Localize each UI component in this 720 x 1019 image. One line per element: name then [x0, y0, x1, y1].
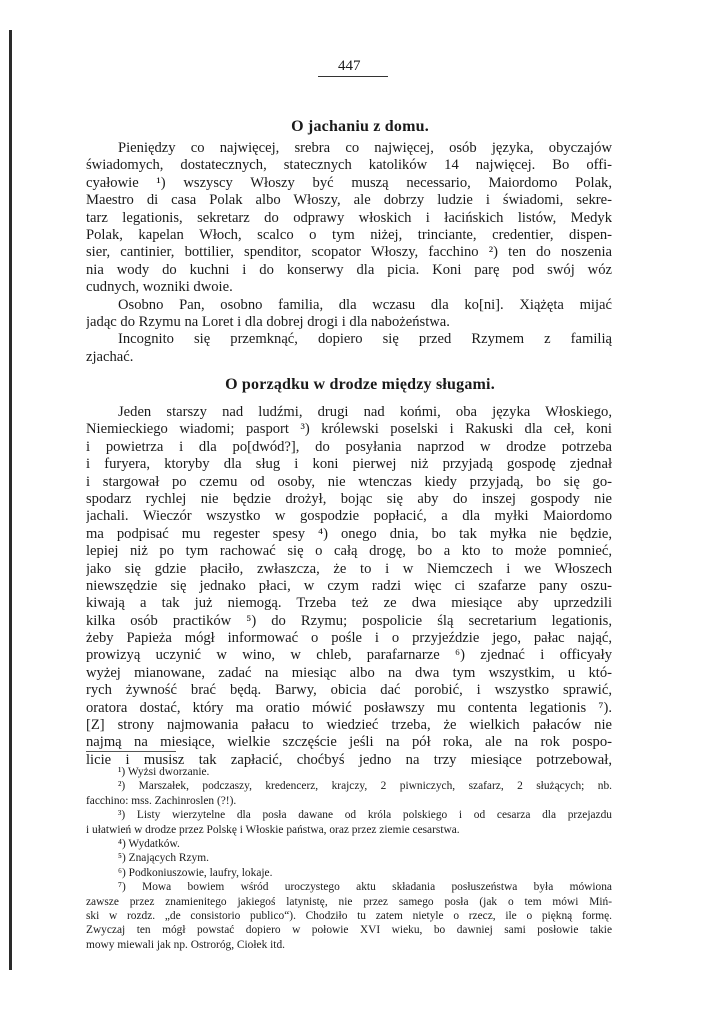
text-line: niewszędzie się jednako płaci, w czym radzi więc ci szafarze pany oszu- [86, 577, 612, 594]
text-line: jadąc do Rzymu na Loret i dla dobrej drogi i dla nabożeństwa. [86, 313, 450, 330]
text-line: jachali. Wieczór wszystko w gospodzie popłacić, a dla myłki Maiordomo [86, 508, 612, 525]
text-line: Incognito się przemknąć, dopiero się przed Rzymem z familią [118, 331, 612, 348]
footnote-line: mowy miewali jak np. Ostroróg, Ciołek itd. [86, 938, 285, 951]
section-body-servants [86, 404, 612, 769]
footnote-line: ⁷) Mowa bowiem wśród uroczystego aktu składania posłuszeństwa była mówiona [118, 881, 612, 894]
footnote-line: ⁶) Podkoniuszowie, laufry, lokaje. [118, 866, 273, 879]
section-heading-servants: O porządku w drodze między sługami. [225, 376, 495, 393]
text-line: Jeden starszy nad ludźmi, drugi nad końmi, oba języka Włoskiego, [118, 404, 612, 420]
footnote-line: ski w rozdz. „de consistorio publico“). Chodziło tu zatem nietyle o rzecz, ile o piękną formę. [86, 909, 612, 922]
text-line: spodarz rychlej nie będzie drożył, bojąc się aby do inszej gospody nie [86, 490, 612, 507]
text-line: Maestro di casa Polak albo Włoszy, ale dobrzy ludzie i świadomi, sekre- [86, 192, 612, 209]
footnote-line: Zwyczaj ten mógł powstać dopiero w połowie XVI wieku, bo dawniej sami posłowie takie [86, 924, 612, 937]
text-line: i powietrza i dla po[dwód?], do posyłania naprzod w drodze potrzeba [86, 438, 612, 455]
footnotes [86, 765, 612, 952]
footnote-line: ³) Listy wierzytelne dla posła dawane od króla polskiego i od cesarza dla przejazdu [118, 809, 612, 822]
text-line: i furyera, ktoryby dla sług i koni pierwej niż przyjadą gospodę zjednał [86, 456, 612, 473]
section-body-departure [86, 140, 612, 366]
text-line: Pieniędzy co najwięcej, srebra co najwięcej, osób języka, obyczajów [118, 140, 612, 156]
footnote-line: ¹) Wyżsi dworzanie. [118, 766, 210, 778]
text-line: [Z] strony najmowania pałacu to wiedzieć trzeba, że wielkich pałaców nie [86, 717, 612, 734]
text-line: Polak, kapelan Włoch, scalco o tym niżej, trinciante, credentier, dispen- [86, 226, 612, 243]
text-line: Osobno Pan, osobno familia, dla wczasu dla ko[ni]. Xiążęta mijać [118, 296, 612, 313]
text-line: cudnych, wozniki dwoie. [86, 279, 233, 296]
page-number: 447 [338, 58, 361, 74]
page-number-rule [318, 76, 388, 77]
text-line: licie i musisz tak zapłacić, choćbyś jedno na trzy miesiące potrzebował, [86, 751, 612, 768]
text-line: rych żywność brać będą. Barwy, obicia dać porobić, i wszystko sprawić, [86, 682, 612, 699]
text-line: lepiej niż po tym rachować się o całą drogę, bo a kto to może pomnieć, [86, 543, 612, 560]
text-line: sier, cantinier, bottilier, spenditor, scopator Włoszy, facchino ²) ten do noszenia [86, 244, 612, 261]
text-line: ma podpisać mu regester spesy ⁴) onego dnia, bo tak myłka nie będzie, [86, 525, 612, 542]
footnote-line: ²) Marszałek, podczaszy, kredencerz, krajczy, 2 piwniczych, szafarz, 2 służących; nb. [118, 780, 612, 793]
text-line: wyżej mianowane, zadać na miesiąc albo na dwa tym wszystkim, u któ- [86, 664, 612, 681]
footnote-separator [86, 751, 176, 752]
scan-edge-shadow [9, 30, 12, 970]
text-line: cyałowie ¹) wszyscy Włoszy być muszą necessario, Maiordomo Polak, [86, 174, 612, 191]
footnote-line: zawsze przez znamienitego jakiegoś latynistę, nie przez samego posła (jak o tem mówi Miń- [86, 895, 612, 908]
text-line: kiwają a tak już niemogą. Trzeba też ze dwa miesiące aby uprzedzili [86, 595, 612, 612]
text-line: tarz legationis, sekretarz do odprawy włoskich i łacińskich listów, Medyk [86, 209, 612, 226]
text-line: jako się gdzie płaciło, zwłaszcza, że to i w Niemczech i we Włoszech [86, 560, 612, 577]
footnote-line: ⁵) Znających Rzym. [118, 852, 209, 865]
text-line: prowizyą uczynić w wino, w chleb, parafarnarze ⁶) zjednać i officyały [86, 647, 612, 664]
footnote-line: i ułatwień w drodze przez Polskę i Włoskie państwa, oraz przez ziemie cesarstwa. [86, 823, 460, 836]
text-line: Niemieckiego wiadomi; pasport ³) królewski poselski i Rakuski dla ceł, koni [86, 421, 612, 438]
footnote-line: facchino: mss. Zachinroslen (?!). [86, 794, 237, 807]
footnote-line: ⁴) Wydatków. [118, 837, 180, 850]
text-line: najmą na miesiące, wielkie szczęście jeśli na pół roka, ale na rok pospo- [86, 734, 612, 751]
text-line: oratora dostać, który ma oratio mówić posławszy mu contenta legationis ⁷). [86, 699, 612, 716]
section-heading-departure: O jachaniu z domu. [291, 118, 429, 135]
text-line: i stargował po czemu od osoby, nie wtenczas kiedy przyjadą, bo się go- [86, 473, 612, 490]
text-line: zjachać. [86, 348, 134, 365]
text-line: kilka osób practików ⁵) do Rzymu; pospolicie ślą secretarium legationis, [86, 612, 612, 629]
text-line: żeby Papieża mógł informować o pośle i o przyjeździe jego, pałac nająć, [86, 630, 612, 647]
text-line: nia wody do kuchni i do konserwy dla picia. Koni parę pod swój wóz [86, 261, 612, 278]
text-line: świadomych, dostatecznych, statecznych katolików 14 najwięcej. Bo offi- [86, 157, 612, 174]
